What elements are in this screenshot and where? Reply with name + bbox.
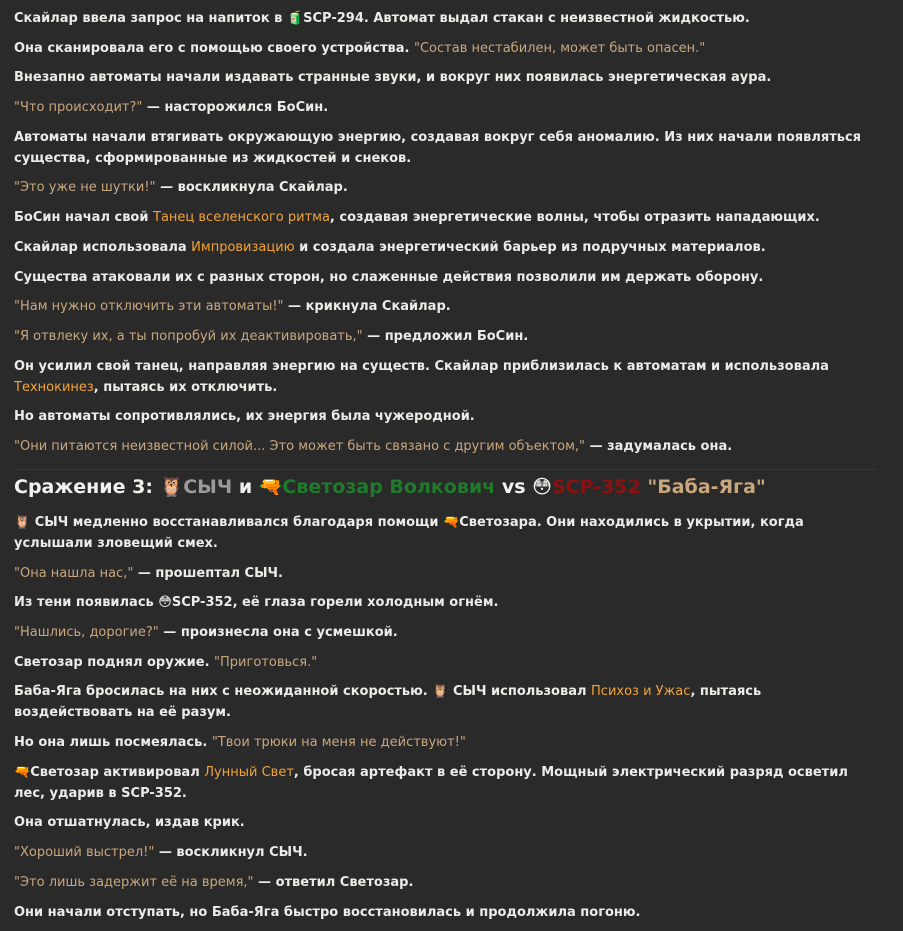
juice-box-icon: 🧃 [286,11,304,26]
dialogue-quote: "Я отвлеку их, а ты попробуй их деактивировать," [14,328,363,344]
dialogue-quote: "Что происходит?" [14,100,143,116]
water-gun-icon: 🔫 [258,475,283,498]
story-paragraph: Она сканировала его с помощью своего устройства. "Состав нестабилен, может быть опасен." [14,40,706,56]
story-paragraph: "Они питаются неизвестной силой... Это может быть связано с другим объектом," — задумалась она. [14,438,733,454]
ability-highlight: Танец вселенского ритма [153,210,330,226]
story-paragraph: 🦉 СЫЧ медленно восстанавливался благодаря помощи 🔫Светозара. Они находились в укрытии, когда услышали зловещий смех. [14,512,875,554]
story-paragraph: "Хороший выстрел!" — воскликнул СЫЧ. [14,845,308,861]
story-paragraph: Автоматы начали втягивать окружающую энергию, создавая вокруг себя аномалию. Из них начали появляться существа, сформированные из жидкостей и снеков. [14,129,862,166]
owl-icon: 🦉 [14,514,31,530]
story-paragraph: Внезапно автоматы начали издавать странные звуки, и вокруг них появилась энергетическая аура. [14,70,772,86]
water-gun-icon: 🔫 [443,514,460,530]
opponent-name: SCP-352 [551,475,641,498]
story-paragraph: "Это лишь задержит её на время," — ответил Светозар. [14,874,414,890]
opponent-alias: "Баба-Яга" [647,475,766,498]
story-paragraph: "Что происходит?" — насторожился БоСин. [14,100,329,116]
story-paragraph: "Нашлись, дорогие?" — произнесла она с усмешкой. [14,625,398,640]
battle-heading: Сражение 3: 🦉СЫЧ и 🔫Светозар Волкович vs 😳SCP-352 "Баба-Яга" [14,469,875,500]
ability-highlight: Психоз и Ужас [591,684,691,700]
owl-icon: 🦉 [432,684,449,700]
fighter-name: Светозар Волкович [282,475,496,498]
flushed-face-icon: 😳 [532,475,552,498]
story-paragraph: Существа атаковали их с разных сторон, но слаженные действия позволили им держать оборону. [14,269,764,285]
story-paragraph: "Она нашла нас," — прошептал СЫЧ. [14,565,283,581]
story-paragraph: Она отшатнулась, издав крик. [14,815,245,831]
story-paragraph: "Это уже не шутки!" — воскликнула Скайлар. [14,180,348,196]
ability-highlight: Технокинез [14,379,94,395]
owl-icon: 🦉 [159,475,184,498]
story-paragraph: "Нам нужно отключить эти автоматы!" — крикнула Скайлар. [14,299,451,315]
story-paragraph: Из тени появилась 😳SCP-352, её глаза горели холодным огнём. [14,592,875,613]
story-paragraph: 🔫Светозар активировал Лунный Свет, бросая артефакт в её сторону. Мощный электрический разряд осветил лес, ударив в SCP-352. [14,762,875,804]
flushed-face-icon: 😳 [158,595,172,611]
story-paragraph: Но автоматы сопротивлялись, их энергия была чужеродной. [14,409,475,425]
story-paragraph: Они начали отступать, но Баба-Яга быстро восстановилась и продолжила погоню. [14,904,641,920]
dialogue-quote: "Это уже не шутки!" [14,180,156,196]
story-paragraph: Но она лишь посмеялась. "Твои трюки на меня не действуют!" [14,735,466,751]
story-paragraph: Скайлар использовала Импровизацию и создала энергетический барьер из подручных материалов. [14,239,766,255]
dialogue-quote: "Состав нестабилен, может быть опасен." [414,40,706,56]
dialogue-quote: "Приготовься." [214,654,318,670]
story-paragraph: Светозар поднял оружие. "Приготовься." [14,654,318,670]
dialogue-quote: "Она нашла нас," [14,565,134,581]
ability-highlight: Импровизацию [191,239,295,255]
story-paragraph: Он усилил свой танец, направляя энергию на существ. Скайлар приблизилась к автоматам и использовала Технокинез, пытаясь их отключить. [14,358,829,395]
dialogue-quote: "Твои трюки на меня не действуют!" [211,735,466,751]
dialogue-quote: "Это лишь задержит её на время," [14,874,254,890]
ability-highlight: Лунный Свет [204,764,294,780]
story-paragraph: БоСин начал свой Танец вселенского ритма, создавая энергетические волны, чтобы отразить нападающих. [14,210,820,226]
story-paragraph: Скайлар ввела запрос на напиток в 🧃SCP-294. Автомат выдал стакан с неизвестной жидкостью. [14,8,875,29]
fighter-name: СЫЧ [183,475,233,498]
story-paragraph: Баба-Яга бросилась на них с неожиданной скоростью. 🦉 СЫЧ использовал Психоз и Ужас, пытаясь воздействовать на её разум. [14,681,875,723]
story-paragraph: "Я отвлеку их, а ты попробуй их деактивировать," — предложил БоСин. [14,328,529,344]
dialogue-quote: "Нашлись, дорогие?" [14,625,159,640]
dialogue-quote: "Они питаются неизвестной силой... Это может быть связано с другим объектом," [14,438,586,454]
dialogue-quote: "Нам нужно отключить эти автоматы!" [14,299,284,315]
water-gun-icon: 🔫 [14,764,31,780]
dialogue-quote: "Хороший выстрел!" [14,845,155,861]
